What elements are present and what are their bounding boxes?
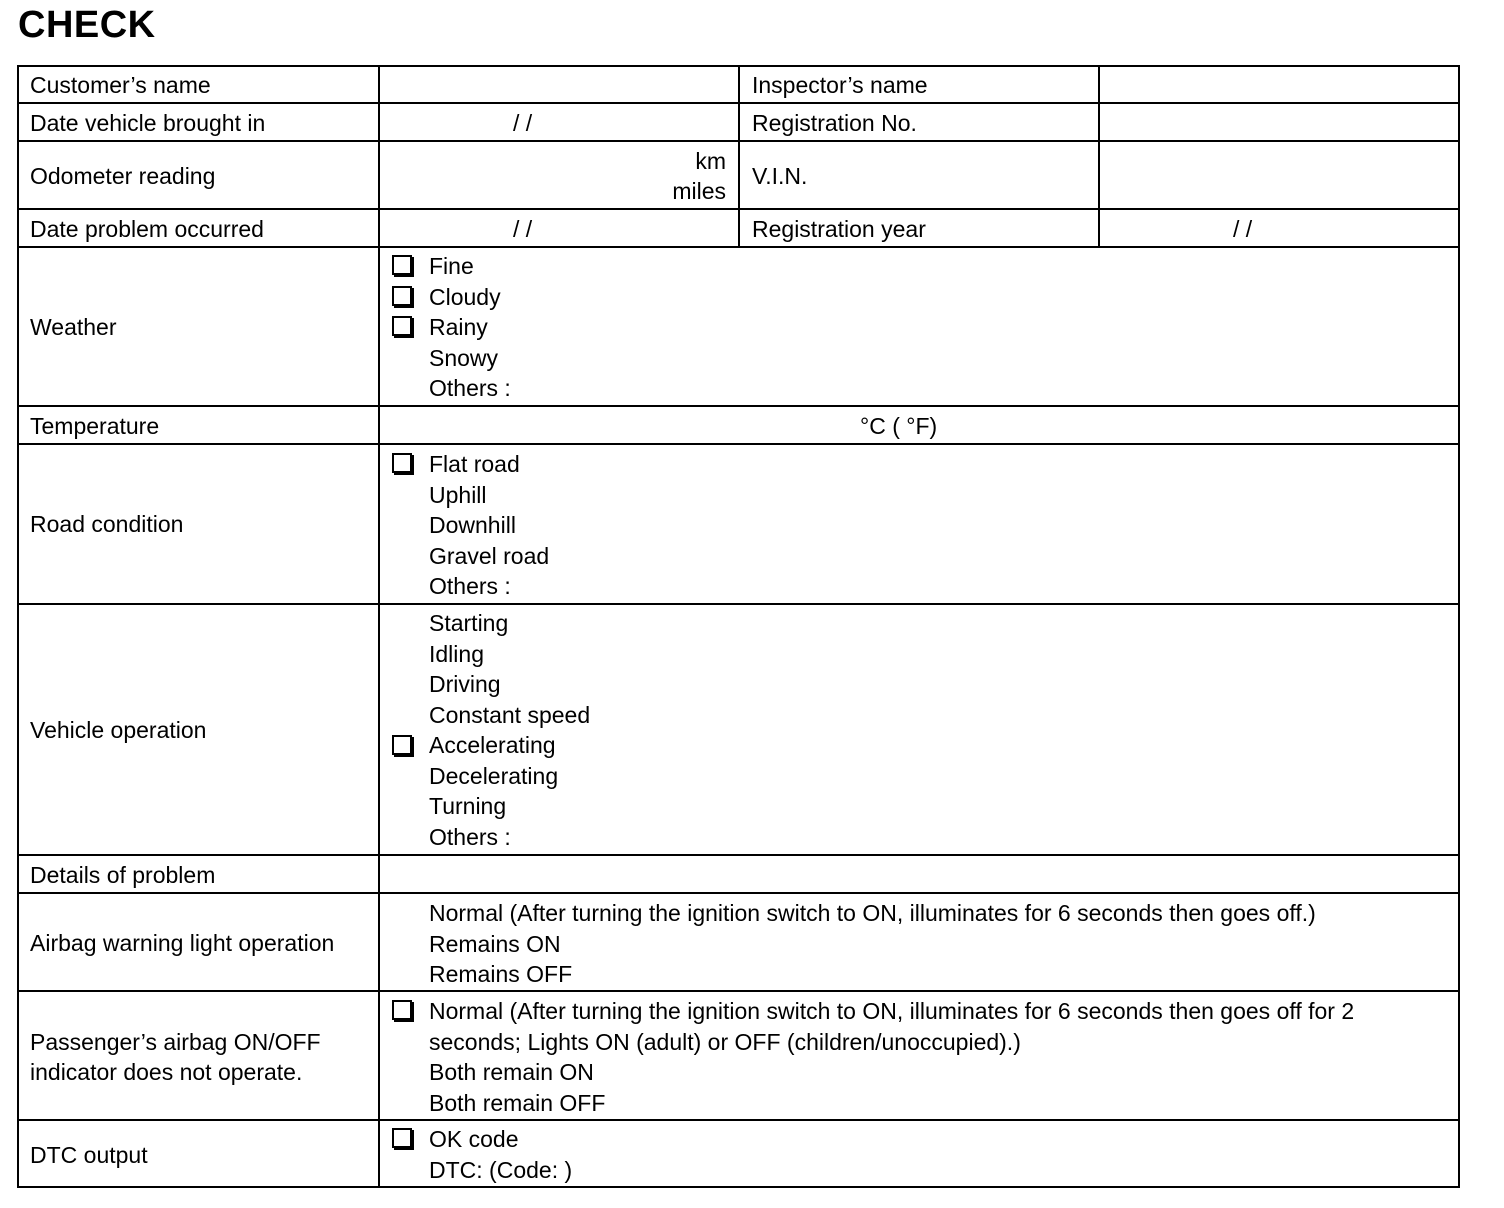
check-form	[17, 65, 1460, 1188]
row-divider	[19, 990, 1458, 992]
inspector-name-label: Inspector’s name	[752, 72, 928, 98]
dtc-option: DTC: (Code: )	[429, 1156, 573, 1183]
odometer-label: Odometer reading	[30, 163, 216, 189]
operation-option: Others :	[429, 823, 511, 850]
road-option: Uphill	[429, 481, 487, 508]
row-divider	[19, 246, 1458, 248]
road-option: Others :	[429, 573, 511, 599]
row-divider	[19, 854, 1458, 856]
weather-option: Rainy	[429, 314, 488, 340]
dtc-output-options	[429, 1124, 572, 1185]
weather-checkbox-rainy[interactable]	[392, 316, 412, 336]
dtc-checkbox-ok[interactable]	[392, 1128, 412, 1148]
row-divider	[19, 603, 1458, 605]
row-divider	[19, 443, 1458, 445]
odometer-unit-km: km	[695, 148, 726, 174]
date-problem-value: / /	[513, 216, 533, 242]
date-brought-label: Date vehicle brought in	[30, 110, 266, 136]
weather-option: Snowy	[429, 344, 499, 371]
operation-checkbox-accelerating[interactable]	[392, 735, 412, 755]
vehicle-operation-label: Vehicle operation	[30, 717, 207, 743]
operation-option: Constant speed	[429, 701, 591, 728]
road-option: Flat road	[429, 451, 520, 477]
date-brought-value: / /	[513, 110, 533, 136]
road-condition-label: Road condition	[30, 511, 184, 537]
airbag-option: Remains ON	[429, 930, 561, 957]
vehicle-operation-options	[429, 608, 590, 852]
passenger-checkbox-normal[interactable]	[392, 1000, 412, 1020]
weather-option: Others :	[429, 375, 511, 401]
registration-year-value: / /	[1233, 216, 1253, 242]
road-checkbox-flat[interactable]	[392, 453, 412, 473]
road-condition-options	[429, 449, 549, 602]
column-divider	[738, 67, 740, 246]
column-divider	[378, 67, 380, 1188]
operation-option: Decelerating	[429, 762, 559, 789]
weather-option: Cloudy	[429, 283, 501, 310]
registration-year-label: Registration year	[752, 216, 926, 242]
passenger-indicator-label-line1: Passenger’s airbag ON/OFF	[30, 1029, 321, 1055]
temperature-value: °C ( °F)	[860, 413, 938, 439]
passenger-indicator-label-line2: indicator does not operate.	[30, 1059, 303, 1085]
operation-option: Turning	[429, 793, 507, 819]
passenger-option: Both remain ON	[429, 1059, 594, 1085]
passenger-option: Normal (After turning the ignition switch to ON, illuminates for 6 seconds then goes off for 2	[429, 998, 1355, 1024]
weather-label: Weather	[30, 314, 117, 340]
column-divider	[1098, 67, 1100, 246]
airbag-light-label: Airbag warning light operation	[30, 930, 335, 956]
customer-name-label: Customer’s name	[30, 72, 211, 98]
road-option: Gravel road	[429, 542, 550, 569]
vin-label: V.I.N.	[752, 163, 808, 189]
temperature-label: Temperature	[30, 413, 160, 439]
page-title: CHECK	[18, 4, 156, 46]
weather-checkbox-cloudy[interactable]	[392, 286, 412, 306]
weather-option: Fine	[429, 253, 474, 279]
dtc-output-label: DTC output	[30, 1142, 148, 1168]
row-divider	[19, 405, 1458, 407]
passenger-option: Both remain OFF	[429, 1089, 606, 1116]
operation-option: Accelerating	[429, 732, 556, 758]
weather-options	[429, 251, 511, 404]
details-label: Details of problem	[30, 862, 216, 888]
row-divider	[19, 1119, 1458, 1121]
airbag-option: Remains OFF	[429, 961, 573, 987]
road-option: Downhill	[429, 512, 516, 538]
odometer-unit-miles: miles	[672, 178, 726, 204]
date-problem-label: Date problem occurred	[30, 216, 264, 242]
operation-option: Idling	[429, 640, 484, 667]
airbag-option: Normal (After turning the ignition switch to ON, illuminates for 6 seconds then goes off.)	[429, 900, 1316, 926]
operation-option: Starting	[429, 610, 509, 636]
registration-no-label: Registration No.	[752, 110, 917, 136]
airbag-light-options	[429, 898, 1316, 990]
weather-checkbox-fine[interactable]	[392, 255, 412, 275]
row-divider	[19, 892, 1458, 894]
passenger-indicator-options	[429, 996, 1354, 1118]
dtc-option: OK code	[429, 1126, 519, 1152]
operation-option: Driving	[429, 671, 501, 697]
passenger-option: seconds; Lights ON (adult) or OFF (children/unoccupied).)	[429, 1028, 1021, 1055]
